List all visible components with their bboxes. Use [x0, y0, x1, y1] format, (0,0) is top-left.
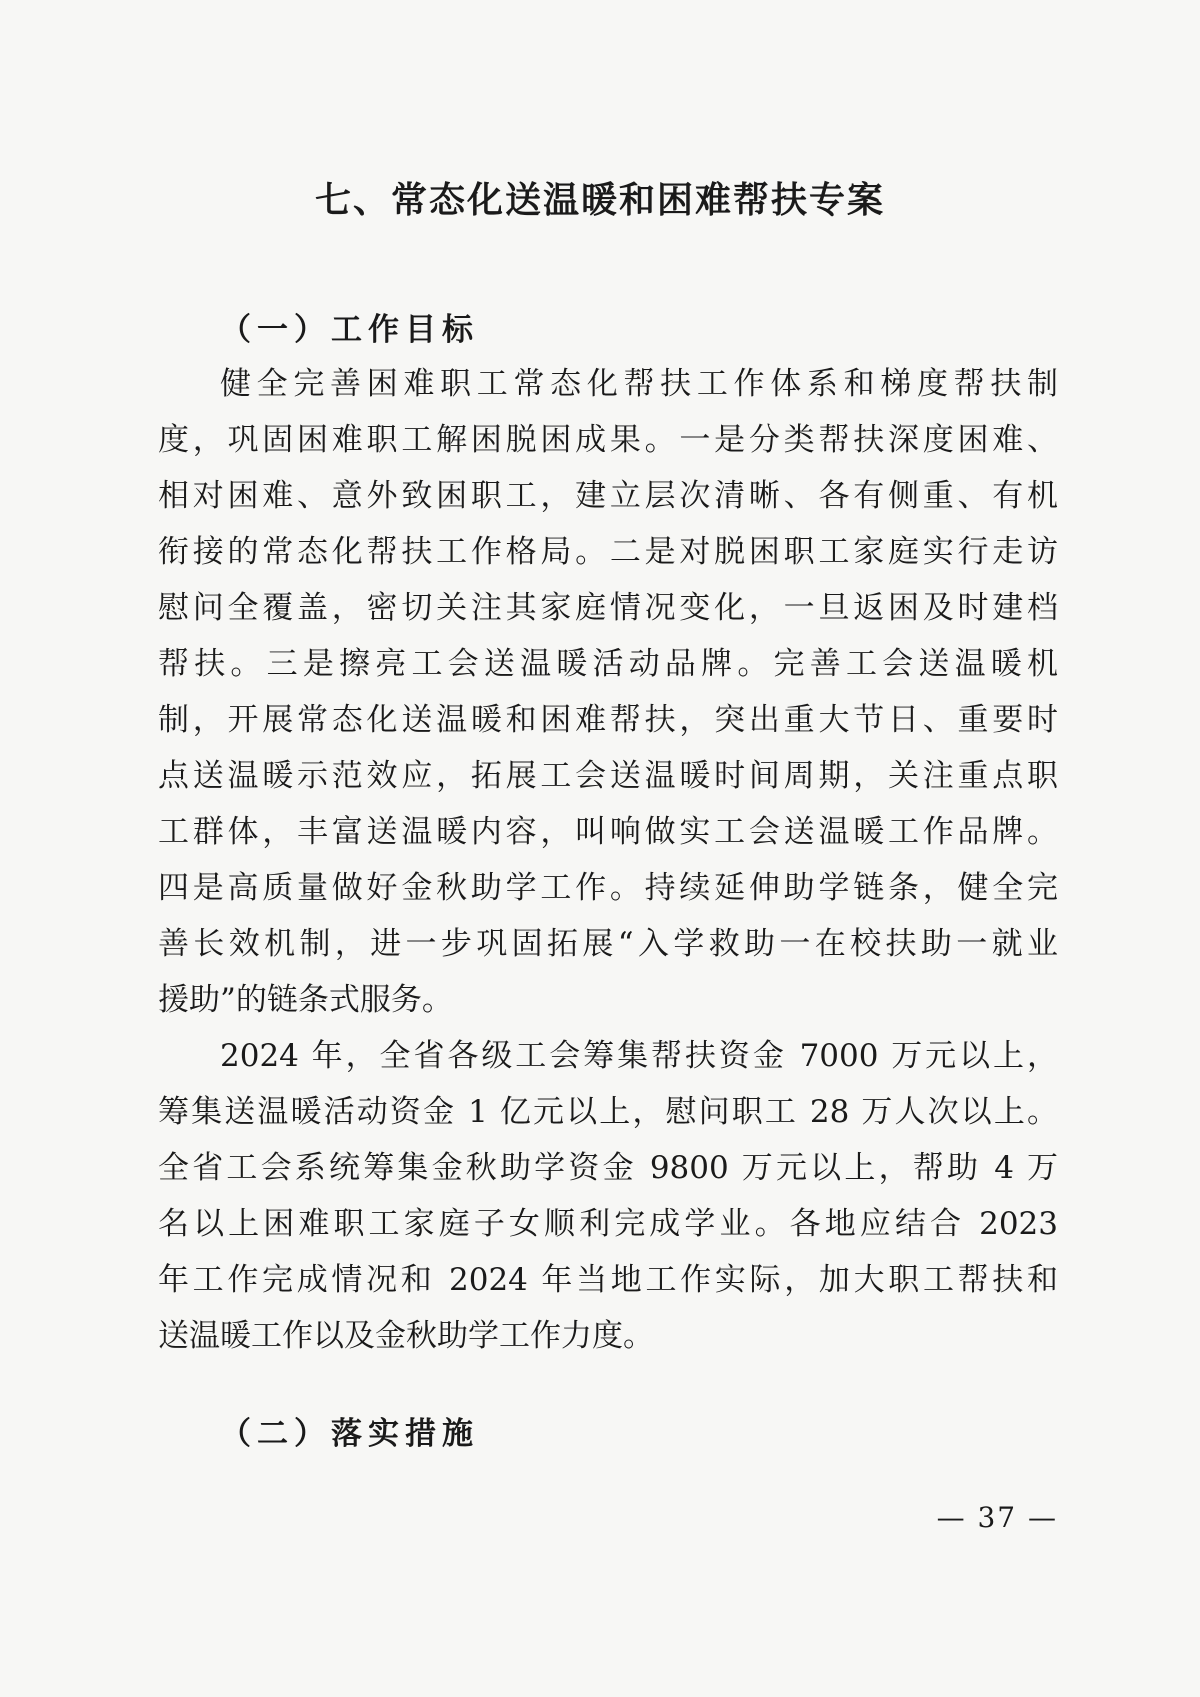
paragraph-line: 年工作完成情况和 2024 年当地工作实际，加大职工帮扶和	[158, 1262, 1058, 1298]
paragraph-line: 名以上困难职工家庭子女顺利完成学业。各地应结合 2023	[158, 1206, 1058, 1242]
paragraph-line: 送温暖工作以及金秋助学工作力度。	[158, 1318, 654, 1354]
paragraph-line: 2024 年，全省各级工会筹集帮扶资金 7000 万元以上，	[220, 1038, 1058, 1074]
paragraph-line: 四是高质量做好金秋助学工作。持续延伸助学链条，健全完	[158, 870, 1058, 906]
paragraph-line: 点送温暖示范效应，拓展工会送温暖时间周期，关注重点职	[158, 758, 1058, 794]
paragraph-line: 全省工会系统筹集金秋助学资金 9800 万元以上，帮助 4 万	[158, 1150, 1058, 1186]
paragraph-line: 工群体，丰富送温暖内容，叫响做实工会送温暖工作品牌。	[158, 814, 1058, 850]
section-heading-work-goals: （一）工作目标	[220, 312, 479, 348]
paragraph-line: 健全完善困难职工常态化帮扶工作体系和梯度帮扶制	[220, 366, 1058, 402]
section-heading-measures: （二）落实措施	[220, 1416, 479, 1452]
paragraph-line: 度，巩固困难职工解困脱困成果。一是分类帮扶深度困难、	[158, 422, 1058, 458]
paragraph-line: 相对困难、意外致困职工，建立层次清晰、各有侧重、有机	[158, 478, 1058, 514]
paragraph-line: 援助”的链条式服务。	[158, 982, 453, 1018]
paragraph-line: 筹集送温暖活动资金 1 亿元以上，慰问职工 28 万人次以上。	[158, 1094, 1058, 1130]
paragraph-line: 帮扶。三是擦亮工会送温暖活动品牌。完善工会送温暖机	[158, 646, 1058, 682]
paragraph-line: 衔接的常态化帮扶工作格局。二是对脱困职工家庭实行走访	[158, 534, 1058, 570]
page-number: — 37 —	[936, 1501, 1058, 1534]
paragraph-line: 善长效机制，进一步巩固拓展“入学救助一在校扶助一就业	[158, 926, 1058, 962]
paragraph-line: 制，开展常态化送温暖和困难帮扶，突出重大节日、重要时	[158, 702, 1058, 738]
paragraph-line: 慰问全覆盖，密切关注其家庭情况变化，一旦返困及时建档	[158, 590, 1058, 626]
document-title: 七、常态化送温暖和困难帮扶专案	[314, 180, 885, 221]
